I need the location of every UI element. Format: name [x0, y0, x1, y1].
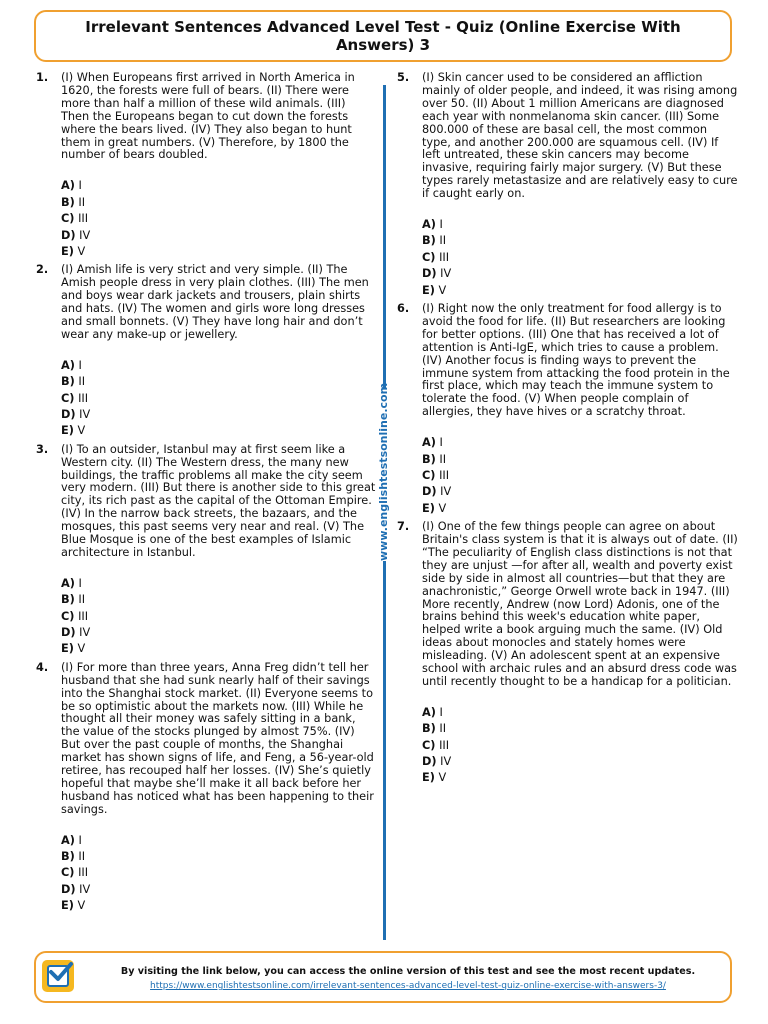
option-letter: A) — [422, 705, 436, 719]
page-title: Irrelevant Sentences Advanced Level Test - Quiz (Online Exercise With Answers) 3 — [85, 18, 681, 54]
question-4 — [36, 662, 376, 915]
option-text: IV — [440, 267, 452, 281]
option-text: V — [77, 424, 86, 438]
option-text: II — [78, 850, 86, 864]
answer-option[interactable] — [422, 283, 739, 299]
option-letter: C) — [61, 609, 75, 623]
answer-option[interactable] — [61, 609, 376, 625]
option-letter: E) — [61, 899, 74, 913]
question-number: 7. — [397, 520, 410, 534]
answer-option[interactable] — [61, 592, 376, 608]
answer-option[interactable] — [422, 233, 739, 249]
option-letter: B) — [61, 195, 75, 209]
option-text: II — [78, 195, 86, 209]
option-letter: B) — [422, 452, 436, 466]
answer-option[interactable] — [61, 625, 376, 641]
option-letter: A) — [422, 218, 436, 232]
option-letter: A) — [61, 576, 75, 590]
option-letter: E) — [61, 642, 74, 656]
question-text: (I) To an outsider, Istanbul may at first seem like a Western city. (II) The Western dress, the many new buildings, the traffic problems all make the city seem very modern. (III) But there is another side to this great city, its rich past as the capital of the Ottoman Empire. (IV) In the narrow back streets, the bazaars, and the mosques, this past seems very near and real. (V) The Blue Mosque is one of the best examples of Islamic architecture in Istanbul. — [61, 442, 376, 559]
question-text: (I) Amish life is very strict and very simple. (II) The Amish people dress in very plain clothes. (III) The men and boys wear dark jackets and trousers, plain shirts and hats. (IV) The women and girls wore long dresses and small bonnets. (V) They have long hair and don’t wear any make-up or jewellery. — [61, 263, 369, 341]
question-text: (I) When Europeans first arrived in North America in 1620, the forests were full of bears. (II) There were more than half a million of these wild animals. (III) Then the Europeans began to cut down the forests where the bears lived. (IV) They also began to hunt them in great numbers. (V) Therefore, by 1800 the number of bears doubled. — [61, 71, 355, 162]
title-box — [34, 10, 732, 62]
answer-option[interactable] — [61, 228, 376, 244]
answer-option[interactable] — [422, 266, 739, 282]
question-text: (I) Right now the only treatment for food allergy is to avoid the food for life. (II) But researchers are looking for better options. (III) One that has received a lot of attention is Anti-IgE, which tries to cause a problem. (IV) Another focus is finding ways to prevent the immune system from attacking the food protein in the first place, which may teach the immune system to tolerate the food. (V) When people complain of allergies, they have hives or a scratchy throat. — [422, 302, 730, 419]
option-text: V — [77, 244, 86, 258]
question-number: 6. — [397, 302, 410, 316]
answer-option[interactable] — [61, 576, 376, 592]
option-text: I — [78, 358, 82, 372]
option-letter: D) — [61, 882, 76, 896]
option-letter: C) — [61, 391, 75, 405]
question-6 — [397, 303, 739, 517]
option-text: IV — [440, 485, 452, 499]
question-1 — [36, 72, 376, 260]
option-letter: D) — [422, 267, 437, 281]
question-text: (I) For more than three years, Anna Freg didn’t tell her husband that she had sunk nearly half of their savings into the Shanghai stock market. (II) Everyone seems to be so optimistic about the markets now. (III) While he thought all their money was safely sitting in a bank, the value of the stocks plunged by almost 75%. (IV) But over the past couple of months, the Shanghai market has shown signs of life, and Feng, a 56-year-old retiree, has recouped half her losses. (IV) She’s quietly hopeful that maybe she’ll make it all back before her husband has noticed what has been happening to their savings. — [61, 660, 374, 816]
question-7 — [397, 521, 739, 787]
option-letter: A) — [61, 358, 75, 372]
answer-option[interactable] — [61, 195, 376, 211]
answer-option[interactable] — [61, 849, 376, 865]
option-text: V — [438, 501, 447, 515]
option-text: II — [439, 722, 447, 736]
option-text: III — [78, 212, 89, 226]
option-letter: D) — [422, 755, 437, 769]
option-text: II — [439, 234, 447, 248]
option-text: II — [78, 375, 86, 389]
answer-option[interactable] — [61, 391, 376, 407]
option-text: III — [439, 738, 450, 752]
option-letter: B) — [61, 593, 75, 607]
answer-option[interactable] — [422, 754, 739, 770]
option-text: II — [439, 452, 447, 466]
answer-option[interactable] — [61, 358, 376, 374]
side-url-text: www.englishtestsonline.com — [377, 382, 390, 561]
option-letter: D) — [61, 228, 76, 242]
option-text: IV — [440, 755, 452, 769]
option-letter: D) — [61, 626, 76, 640]
option-letter: D) — [422, 485, 437, 499]
answer-option[interactable] — [61, 244, 376, 260]
answer-option[interactable] — [61, 898, 376, 914]
answer-option[interactable] — [422, 738, 739, 754]
option-text: III — [439, 468, 450, 482]
left-column — [36, 72, 376, 919]
option-letter: C) — [422, 468, 436, 482]
footer-text: By visiting the link below, you can access the online version of this test and see the most recent updates. — [120, 966, 696, 977]
option-letter: A) — [61, 833, 75, 847]
answer-option[interactable] — [422, 484, 739, 500]
answer-option[interactable] — [61, 641, 376, 657]
answer-option[interactable] — [422, 705, 739, 721]
option-letter: E) — [61, 244, 74, 258]
option-letter: E) — [422, 771, 435, 785]
answer-option[interactable] — [422, 770, 739, 786]
answer-option[interactable] — [61, 178, 376, 194]
option-letter: C) — [422, 250, 436, 264]
question-number: 1. — [36, 71, 49, 84]
question-number: 2. — [36, 263, 49, 277]
option-text: I — [78, 576, 82, 590]
question-5 — [397, 72, 739, 299]
answer-option[interactable] — [61, 407, 376, 423]
checkbox-icon — [42, 960, 74, 992]
option-letter: D) — [61, 407, 76, 421]
footer-link[interactable]: https://www.englishtestsonline.com/irrelevant-sentences-advanced-level-test-quiz-online-exercise-with-answers-3/ — [150, 981, 666, 991]
option-letter: C) — [61, 866, 75, 880]
option-text: II — [78, 593, 86, 607]
option-letter: B) — [422, 722, 436, 736]
answer-option[interactable] — [61, 833, 376, 849]
option-text: I — [78, 833, 82, 847]
option-letter: E) — [61, 424, 74, 438]
answer-option[interactable] — [422, 250, 739, 266]
option-letter: E) — [422, 283, 435, 297]
answer-option[interactable] — [422, 435, 739, 451]
option-letter: C) — [422, 738, 436, 752]
answer-option[interactable] — [61, 882, 376, 898]
answer-option[interactable] — [422, 217, 739, 233]
option-text: I — [78, 179, 82, 193]
answer-option[interactable] — [61, 211, 376, 227]
option-letter: B) — [61, 850, 75, 864]
option-text: III — [78, 866, 89, 880]
option-text: V — [77, 899, 86, 913]
option-text: IV — [79, 882, 91, 896]
option-text: I — [439, 705, 443, 719]
question-number: 3. — [36, 442, 49, 456]
answer-option[interactable] — [422, 468, 739, 484]
answer-option[interactable] — [61, 865, 376, 881]
footer-box — [34, 951, 732, 1003]
answer-option[interactable] — [422, 501, 739, 517]
answer-option[interactable] — [422, 721, 739, 737]
option-letter: B) — [61, 375, 75, 389]
question-number: 4. — [36, 660, 49, 674]
option-letter: B) — [422, 234, 436, 248]
option-letter: A) — [61, 179, 75, 193]
answer-option[interactable] — [61, 374, 376, 390]
option-text: V — [77, 642, 86, 656]
option-text: III — [439, 250, 450, 264]
right-column — [397, 72, 739, 791]
option-text: V — [438, 283, 447, 297]
option-text: IV — [79, 228, 91, 242]
question-number: 5. — [397, 71, 410, 84]
option-text: III — [78, 391, 89, 405]
option-text: IV — [79, 407, 91, 421]
question-text: (I) One of the few things people can agree on about Britain's class system is that it is always out of date. (II) “The peculiarity of English class distinctions is not that they are unjust —for after all, wealth and poverty exist side by side in almost all countries—but that they are anachronistic,” George Orwell wrote back in 1947. (III) More recently, Andrew (now Lord) Adonis, one of the brains behind this week's education white paper, helped write a book arguing much the same. (IV) Old ideas about monocles and stately homes were misleading. (V) An adolescent spent at an expensive school with archaic rules and an absurd dress code was until recently thought to be a handicap for a politician. — [422, 520, 738, 688]
option-text: V — [438, 771, 447, 785]
option-letter: E) — [422, 501, 435, 515]
option-text: I — [439, 218, 443, 232]
option-text: III — [78, 609, 89, 623]
question-3 — [36, 444, 376, 658]
option-text: I — [439, 436, 443, 450]
answer-option[interactable] — [422, 452, 739, 468]
option-letter: C) — [61, 212, 75, 226]
question-2 — [36, 264, 376, 439]
answer-option[interactable] — [61, 423, 376, 439]
question-text: (I) Skin cancer used to be considered an affliction mainly of older people, and indeed, it was rising among over 50. (II) About 1 million Americans are diagnosed each year with nonmelanoma skin cancer. (III) Some 800.000 of these are basal cell, the most common type, and another 200.000 are squamous cell. (IV) If left untreated, these skin cancers may become invasive, requiring fairly major surgery. (V) But these types rarely metastasize and are relatively easy to cure if caught early on. — [422, 71, 738, 201]
option-text: IV — [79, 626, 91, 640]
option-letter: A) — [422, 436, 436, 450]
